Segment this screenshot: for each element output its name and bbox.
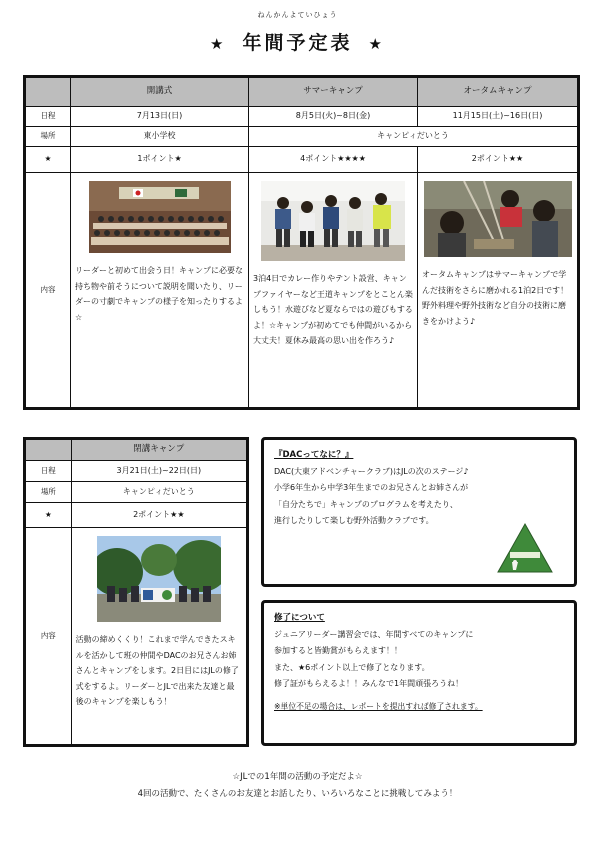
place-opening: 東小学校: [71, 127, 249, 147]
description-closing: 活動の締めくくり！これまで学んできたスキルを活かして班の仲間やDACのお兄さんお姉さんとキャンプをします。2日目にはJLの修了式をするよ。リーダーとJLで出来た友達と最後のキャンプを楽しもう！: [75, 635, 239, 707]
dac-box-title: 『DACってなに？』: [274, 450, 354, 460]
row-label-place: 場所: [25, 482, 72, 503]
points-closing: 2ポイント★★: [71, 503, 247, 528]
dac-line: 小学6年生から中学3年生までのお兄さんとお姉さんが: [274, 483, 469, 493]
schedule-table-closing: [23, 437, 249, 747]
column-header-closing: 閉講キャンプ: [71, 439, 247, 461]
row-label-date: 日程: [25, 107, 71, 127]
content-opening: [71, 173, 249, 409]
autumn-camp-photo: [424, 181, 572, 257]
place-closing: キャンピィだいとう: [71, 482, 247, 503]
dac-info-box: [261, 437, 577, 587]
points-autumn: 2ポイント★★: [418, 147, 579, 173]
completion-line: ジュニアリーダー講習会では、年間すべてのキャンプに: [274, 630, 474, 639]
row-label-content: 内容: [25, 528, 72, 746]
completion-box-title: 修了について: [274, 613, 325, 623]
schedule-table-main: [23, 75, 580, 410]
completion-line: 修了証がもらえるよ！！みんなで1年間頑張ろうね！: [274, 679, 464, 689]
completion-line: また、★6ポイント以上で修了となります。: [274, 662, 430, 672]
row-label-points: ★: [25, 503, 72, 528]
completion-line: 参加すると皆勤賞がもらえます！！: [274, 646, 402, 656]
description-opening: リーダーと初めて出会う日！キャンプに必要な持ち物や前そうについて説明を聞いたり、リーダーの寸劇でキャンプの様子を知ったりするよ☆: [75, 266, 243, 322]
date-autumn: 11月15日(土)~16日(日): [418, 107, 579, 127]
dac-box-body: [274, 464, 564, 530]
description-summer: 3泊4日でカレー作りやテント設営、キャンプファイヤーなど王道キャンプをとことん楽しもう！水遊びなど夏ならではの遊びもするよ！☆キャンプが初めてでも仲間がいるから大丈夫！夏休み最高の思い出を作ろう♪: [253, 274, 413, 346]
place-summer-autumn: キャンピィだいとう: [249, 127, 579, 147]
completion-info-box: [261, 600, 577, 746]
star-icon: ★: [210, 35, 227, 53]
header-corner: [25, 439, 72, 461]
column-header-opening: 開講式: [71, 77, 249, 107]
row-label-date: 日程: [25, 461, 72, 482]
page-title-text: 年間予定表: [242, 32, 353, 54]
footer-line-2: 4回の活動で、たくさんのお友達とお話したり、いろいろなことに挑戦してみよう！: [137, 789, 458, 799]
date-summer: 8月5日(火)~8日(金): [249, 107, 418, 127]
dac-line: DAC(大東アドベンチャークラブ)はJLの次のステージ♪: [274, 467, 469, 476]
column-header-autumn: オータムキャンプ: [418, 77, 579, 107]
dac-line: 「自分たちで」キャンプのプログラムを考えたり、: [274, 499, 458, 509]
content-summer: [249, 173, 418, 409]
points-summer: 4ポイント★★★★: [249, 147, 418, 173]
row-label-place: 場所: [25, 127, 71, 147]
title-furigana: ねんかんよていひょう: [257, 11, 338, 19]
dac-triangle-logo-icon: [496, 522, 554, 574]
row-label-content: 内容: [25, 173, 71, 409]
description-autumn: オータムキャンプはサマーキャンプで学んだ技術をさらに磨かれる1泊2日です！野外料理や野外技術など自分の技術に磨きをかけよう♪: [422, 270, 569, 326]
header-corner: [25, 77, 71, 107]
completion-box-body: [274, 627, 564, 693]
star-icon: ★: [368, 35, 385, 53]
summer-camp-photo: [261, 181, 405, 261]
column-header-summer: サマーキャンプ: [249, 77, 418, 107]
footer-line-1: ☆JLでの1年間の活動の予定だよ☆: [232, 772, 363, 782]
closing-camp-photo: [97, 536, 221, 622]
page-title: [0, 28, 595, 55]
content-closing: [71, 528, 247, 746]
date-opening: 7月13日(日): [71, 107, 249, 127]
completion-note: ※単位不足の場合は、レポートを提出すれば修了されます。: [274, 701, 483, 711]
points-opening: 1ポイント★: [71, 147, 249, 173]
content-autumn: [418, 173, 579, 409]
row-label-points: ★: [25, 147, 71, 173]
dac-line: 進行したりして楽しむ野外活動クラブです。: [274, 516, 434, 526]
date-closing: 3月21日(土)~22日(日): [71, 461, 247, 482]
opening-ceremony-photo: [89, 181, 231, 253]
